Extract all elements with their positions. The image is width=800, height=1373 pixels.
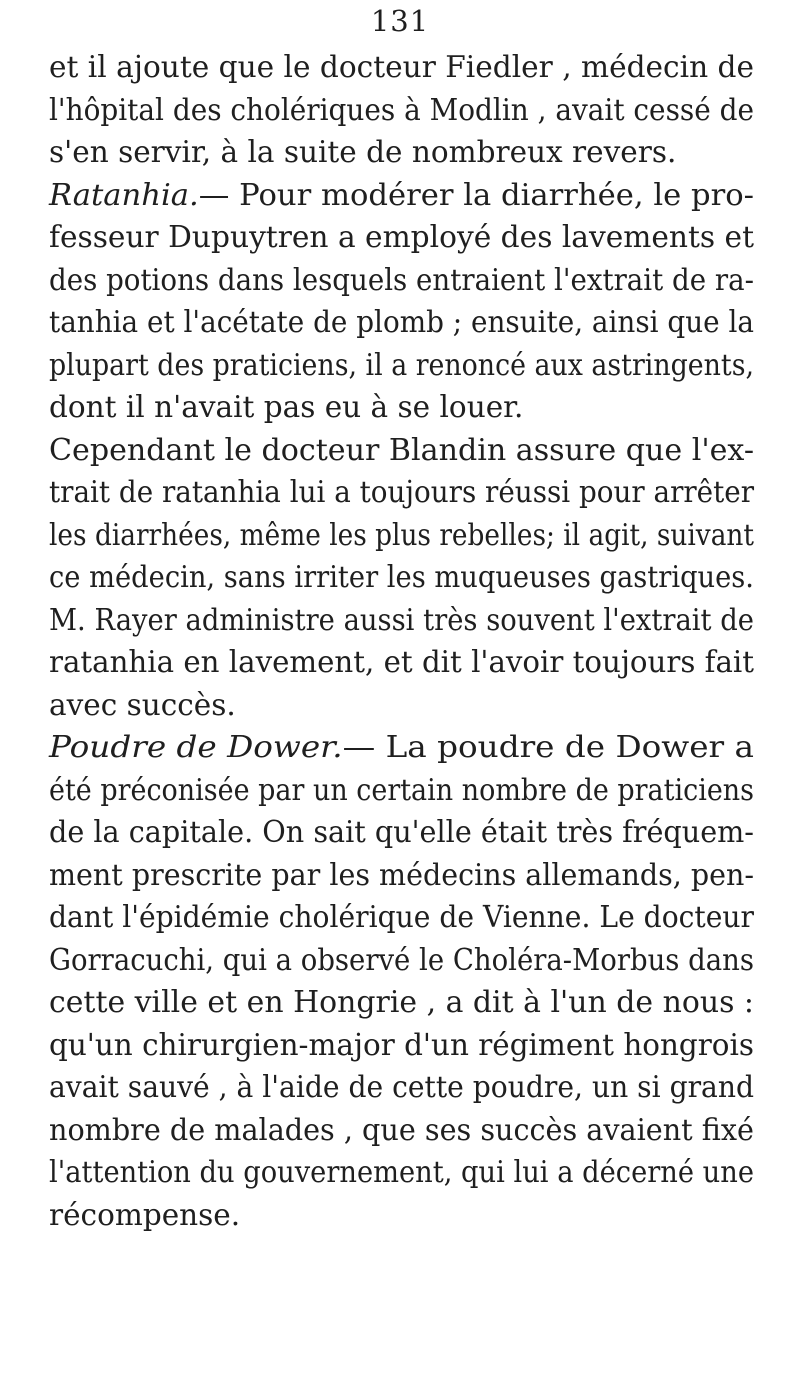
line-text: — Pour modérer la diarrhée, le pro- (198, 178, 754, 212)
text-line (49, 344, 754, 386)
text-line (49, 1194, 240, 1236)
text-line (49, 981, 754, 1023)
line-text: s'en servir, à la suite de nombreux revers. (49, 135, 677, 169)
text-line (49, 1066, 754, 1108)
line-text: fesseur Dupuytren a employé des lavements et (49, 220, 755, 254)
text-line (49, 131, 676, 173)
line-text: dont il n'avait pas eu à se louer. (49, 390, 524, 424)
line-text: l'attention du gouvernement, qui lui a décerné une (49, 1155, 754, 1189)
line-text: été préconisée par un certain nombre de praticiens (49, 773, 754, 807)
line-text: récompense. (49, 1198, 241, 1232)
line-text: les diarrhées, même les plus rebelles; il agit, suivant (49, 518, 754, 552)
text-line (49, 1024, 754, 1066)
section-heading-poudre-de-dower: Poudre de Dower. (49, 730, 343, 764)
line-text: Cependant le docteur Blandin assure que l'ex- (49, 433, 755, 467)
text-line (49, 641, 754, 683)
text-line (49, 726, 754, 768)
text-line (49, 301, 754, 343)
text-line (49, 769, 754, 811)
line-text: des potions dans lesquels entraient l'extrait de ra- (49, 263, 754, 297)
text-line (49, 1151, 754, 1193)
text-line (49, 1109, 754, 1151)
text-line (49, 429, 754, 471)
section-heading-ratanhia: Ratanhia. (49, 178, 199, 212)
page-number: 131 (370, 4, 430, 38)
text-line (49, 471, 754, 513)
line-text: nombre de malades , que ses succès avaient fixé (49, 1113, 754, 1147)
line-text: et il ajoute que le docteur Fiedler , médecin de (49, 50, 754, 84)
line-text: ment prescrite par les médecins allemands, pen- (49, 858, 754, 892)
text-line (49, 174, 754, 216)
line-text: avait sauvé , à l'aide de cette poudre, un si grand (49, 1070, 754, 1104)
text-line (49, 259, 754, 301)
text-line (49, 216, 754, 258)
text-line (49, 46, 754, 88)
line-text: — La poudre de Dower a (342, 730, 754, 764)
text-line (49, 89, 754, 131)
line-text: plupart des praticiens, il a renoncé aux astringents, (49, 348, 754, 382)
line-text: dant l'épidémie cholérique de Vienne. Le docteur (49, 900, 754, 934)
text-line (49, 386, 523, 428)
line-text: qu'un chirurgien-major d'un régiment hongrois (49, 1028, 754, 1062)
text-line (49, 896, 754, 938)
line-text: de la capitale. On sait qu'elle était très fréquem- (49, 815, 754, 849)
text-line (49, 811, 754, 853)
line-text: trait de ratanhia lui a toujours réussi pour arrêter (49, 475, 754, 509)
text-line (49, 684, 236, 726)
text-line (49, 854, 754, 896)
line-text: M. Rayer administre aussi très souvent l'extrait de (49, 603, 754, 637)
text-line (49, 939, 754, 981)
line-text: cette ville et en Hongrie , a dit à l'un de nous : (49, 985, 754, 1019)
line-text: ratanhia en lavement, et dit l'avoir toujours fait (49, 645, 754, 679)
text-line (49, 599, 754, 641)
line-text: l'hôpital des cholériques à Modlin , avait cessé de (49, 93, 754, 127)
line-text: avec succès. (49, 688, 236, 722)
text-line (49, 514, 754, 556)
line-text: ce médecin, sans irriter les muqueuses gastriques. (49, 560, 754, 594)
text-line (49, 556, 754, 598)
line-text: tanhia et l'acétate de plomb ; ensuite, ainsi que la (49, 305, 754, 339)
line-text: Gorracuchi, qui a observé le Choléra-Morbus dans (49, 943, 754, 977)
